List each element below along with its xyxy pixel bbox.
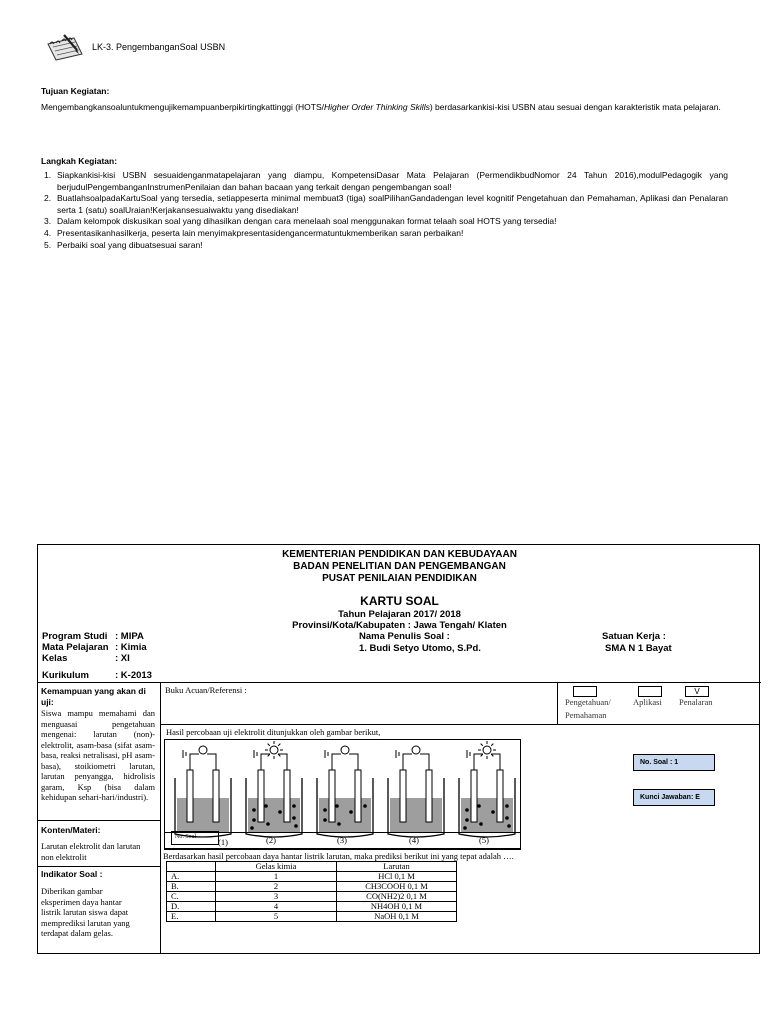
buku-acuan-label: Buku Acuan/Referensi : (165, 685, 247, 695)
tujuan-text-after: ) berdasarkankisi-kisi USBN atau sesuai dengan karakteristik mata pelajaran. (429, 102, 721, 112)
kemampuan-heading: Kemampuan yang akan di uji: (41, 686, 146, 707)
penalaran-checkbox[interactable] (685, 686, 709, 697)
beaker-label: (2) (266, 835, 276, 845)
option-row[interactable] (167, 882, 457, 892)
gas-bubble (250, 826, 254, 830)
step-number: 5. (44, 239, 52, 250)
notepad-pencil-icon (44, 32, 88, 62)
option-row[interactable] (167, 912, 457, 922)
gas-bubble (292, 816, 296, 820)
wire (207, 754, 216, 770)
table-header: Gelas kimia (216, 862, 337, 872)
kartu-soal-card (37, 544, 760, 954)
ministry-line: BADAN PENELITIAN DAN PENGEMBANGAN (293, 561, 506, 572)
wire (332, 754, 341, 770)
option-letter: B. (167, 882, 216, 892)
gas-bubble (505, 816, 509, 820)
document-title: LK-3. PengembanganSoal USBN (92, 42, 226, 52)
electrode (355, 770, 361, 822)
beaker-liquid (461, 798, 513, 832)
lamp-icon (412, 746, 420, 754)
indikator-heading: Indikator Soal : (41, 869, 103, 879)
lamp-glow-ray (278, 744, 280, 746)
step-item (41, 216, 728, 228)
lamp-glow-ray (268, 754, 270, 756)
unit-label: Satuan Kerja : (602, 631, 666, 642)
beaker-liquid (319, 798, 371, 832)
grid-line (160, 682, 161, 954)
step-number: 1. (44, 170, 52, 180)
lamp-icon (270, 746, 278, 754)
beaker-liquid (177, 798, 229, 832)
option-solution: NH4OH 0,1 M (337, 902, 457, 912)
author-value: 1. Budi Setyo Utomo, S.Pd. (359, 643, 481, 654)
table-header (167, 862, 216, 872)
gas-bubble (465, 808, 469, 812)
steps-list (41, 170, 728, 251)
table-header-row (167, 862, 457, 872)
electrode (329, 770, 335, 822)
gas-bubble (252, 818, 256, 822)
tujuan-text-before: Mengembangkansoaluntukmengujikemampuanberpikirtingkattinggi (HOTS/ (41, 102, 325, 112)
beaker-liquid (248, 798, 300, 832)
step-item (41, 240, 728, 252)
option-letter: C. (167, 892, 216, 902)
gas-bubble (491, 810, 495, 814)
step-text: Presentasikanhasilkerja, peserta lain menyimakpresentasidengancermatuntukmemberikan saran perbaikan! (57, 227, 464, 238)
option-row[interactable] (167, 902, 457, 912)
curriculum-value: : K-2013 (115, 670, 152, 681)
gas-bubble (363, 804, 367, 808)
electrode (426, 770, 432, 822)
lamp-icon (199, 746, 207, 754)
gas-bubble (477, 804, 481, 808)
class-label: Kelas (42, 653, 68, 664)
electrode (258, 770, 264, 822)
gas-bubble (465, 818, 469, 822)
option-row[interactable] (167, 872, 457, 882)
wire (261, 754, 270, 770)
step-text: BuatlahsoalpadaKartuSoal yang tersedia, setiappeserta minimal membuat3 (tiga) soalPilihanGandadengan level kognitif Pengetahuan dan Pemahaman, Aplikasi dan Penalaran serta 1 (satu) soalUraian!Kerjakansesuaiwaktu yang disediakan! (57, 193, 728, 215)
option-glass: 2 (216, 882, 337, 892)
option-solution: CH3COOH 0,1 M (337, 882, 457, 892)
wire (349, 754, 358, 770)
no-soal-small-box: No. Soal (171, 831, 219, 845)
penalaran-label: Penalaran (679, 697, 713, 707)
option-letter: E. (167, 912, 216, 922)
subject-row (42, 642, 147, 653)
gas-bubble (292, 804, 296, 808)
program-label: Program Studi (42, 631, 108, 642)
beaker-label: (1) (218, 837, 228, 847)
option-solution: NaOH 0,1 M (337, 912, 457, 922)
electrode (284, 770, 290, 822)
lamp-glow-ray (491, 754, 493, 756)
gas-bubble (278, 810, 282, 814)
curriculum-row (42, 670, 152, 681)
curriculum-label: Kurikulum (42, 670, 89, 681)
author-label: Nama Penulis Soal : (359, 631, 450, 642)
lamp-icon (483, 746, 491, 754)
lamp-glow-ray (268, 744, 270, 746)
tujuan-text-italic: Higher Order Thinking Skills (324, 102, 430, 112)
gas-bubble (337, 822, 341, 826)
option-glass: 5 (216, 912, 337, 922)
gas-bubble (335, 804, 339, 808)
question-text: Berdasarkan hasil percobaan daya hantar listrik larutan, maka prediksi berikut ini yang tepat adalah …. (163, 851, 514, 861)
card-title: KARTU SOAL (360, 594, 439, 608)
electrode (497, 770, 503, 822)
gas-bubble (252, 808, 256, 812)
tujuan-heading: Tujuan Kegiatan: (41, 86, 110, 96)
lamp-icon (341, 746, 349, 754)
school-year: Tahun Pelajaran 2017/ 2018 (338, 609, 461, 620)
gas-bubble (349, 810, 353, 814)
grid-line (38, 682, 761, 683)
option-solution: HCl 0,1 M (337, 872, 457, 882)
grid-line (38, 866, 160, 867)
stimulus-text: Hasil percobaan uji elektrolit ditunjukkan oleh gambar berikut, (166, 727, 381, 737)
answer-options-table (166, 861, 457, 922)
gas-bubble (323, 818, 327, 822)
beaker-label: (5) (479, 835, 489, 845)
lamp-glow-ray (491, 744, 493, 746)
beaker-label: (3) (337, 835, 347, 845)
wire (474, 754, 483, 770)
option-row[interactable] (167, 892, 457, 902)
electrode (400, 770, 406, 822)
step-text: Dalam kelompok diskusikan soal yang dihasilkan dengan cara menelaah soal menggunakan format telaah soal HOTS yang tersedia! (57, 216, 557, 227)
gas-bubble (266, 822, 270, 826)
grid-line (38, 820, 160, 821)
tujuan-text (41, 100, 728, 115)
gas-bubble (505, 804, 509, 808)
langkah-heading: Langkah Kegiatan: (41, 156, 118, 166)
no-soal-box: No. Soal : 1 (633, 754, 715, 771)
program-value: : MIPA (115, 631, 144, 642)
wire (278, 754, 287, 770)
wire (420, 754, 429, 770)
gas-bubble (479, 822, 483, 826)
aplikasi-checkbox[interactable] (638, 686, 662, 697)
subject-label: Mata Pelajaran (42, 642, 109, 653)
konten-text: Larutan elektrolit dan larutan non elektrolit (41, 841, 141, 862)
ministry-line: KEMENTERIAN PENDIDIKAN DAN KEBUDAYAAN (282, 549, 517, 560)
class-value: : XI (115, 653, 130, 664)
province: Provinsi/Kota/Kabupaten : Jawa Tengah/ Klaten (292, 620, 507, 631)
class-row (42, 653, 130, 664)
step-text: Perbaiki soal yang dibuatsesuai saran! (57, 239, 203, 250)
gas-bubble (463, 826, 467, 830)
ministry-header (38, 549, 761, 585)
grid-line (160, 724, 760, 725)
subject-value: : Kimia (115, 642, 147, 653)
unit-value: SMA N 1 Bayat (605, 643, 672, 654)
wire (190, 754, 199, 770)
gas-bubble (507, 824, 511, 828)
step-item (41, 170, 728, 193)
grid-line (557, 682, 558, 724)
table-header: Larutan (337, 862, 457, 872)
lamp-glow-ray (481, 744, 483, 746)
gas-bubble (294, 824, 298, 828)
program-row (42, 631, 144, 642)
step-number: 3. (44, 216, 52, 227)
electrode (187, 770, 193, 822)
gas-bubble (264, 804, 268, 808)
aplikasi-label: Aplikasi (633, 697, 662, 707)
option-solution: CO(NH2)2 0,1 M (337, 892, 457, 902)
beaker-label: (4) (409, 835, 419, 845)
step-number: 2. (44, 193, 52, 204)
step-item (41, 193, 728, 216)
indikator-text: Diberikan gambar eksperimen daya hantar listrik larutan siswa dapat memprediksi larutan yang terdapat dalam gelas. (41, 886, 130, 938)
option-glass: 4 (216, 902, 337, 912)
gas-bubble (323, 808, 327, 812)
option-glass: 1 (216, 872, 337, 882)
option-glass: 3 (216, 892, 337, 902)
option-letter: A. (167, 872, 216, 882)
konten-heading: Konten/Materi: (41, 825, 101, 835)
beaker-liquid (390, 798, 442, 832)
ministry-line: PUSAT PENILAIAN PENDIDIKAN (322, 573, 477, 584)
step-text: Siapkankisi-kisi USBN sesuaidenganmatapelajaran yang diampu, KompetensiDasar Mata Pelajaran (PermendikbudNomor 24 Tahun 2016),modulPedagogik yang berjudulPengembanganInstrumenPenilaian dan bahan bacaan yang terkait dengan pengembangan soal! (57, 170, 728, 192)
wire (403, 754, 412, 770)
lamp-glow-ray (278, 754, 280, 756)
pengetahuan-label: Pengetahuan/ Pemahaman (565, 697, 611, 720)
option-letter: D. (167, 902, 216, 912)
penalaran-check-mark: V (694, 687, 700, 696)
lamp-glow-ray (481, 754, 483, 756)
electrode (213, 770, 219, 822)
step-number: 4. (44, 227, 52, 238)
electrode (471, 770, 477, 822)
step-item (41, 228, 728, 240)
wire (491, 754, 500, 770)
kunci-jawaban-box: Kunci Jawaban: E (633, 789, 715, 806)
kemampuan-text: Siswa mampu memahami dan menguasai pengetahuan mengenai: larutan (non)-elektrolit, asam-basa (sifat asam-basa, reaksi netralisasi, pH asam-basa), stoikiometri larutan, larutan penyangga, hidrolisis garam, Ksp (bisa dalam kehidupan sehari-hari/industri). (41, 708, 155, 802)
